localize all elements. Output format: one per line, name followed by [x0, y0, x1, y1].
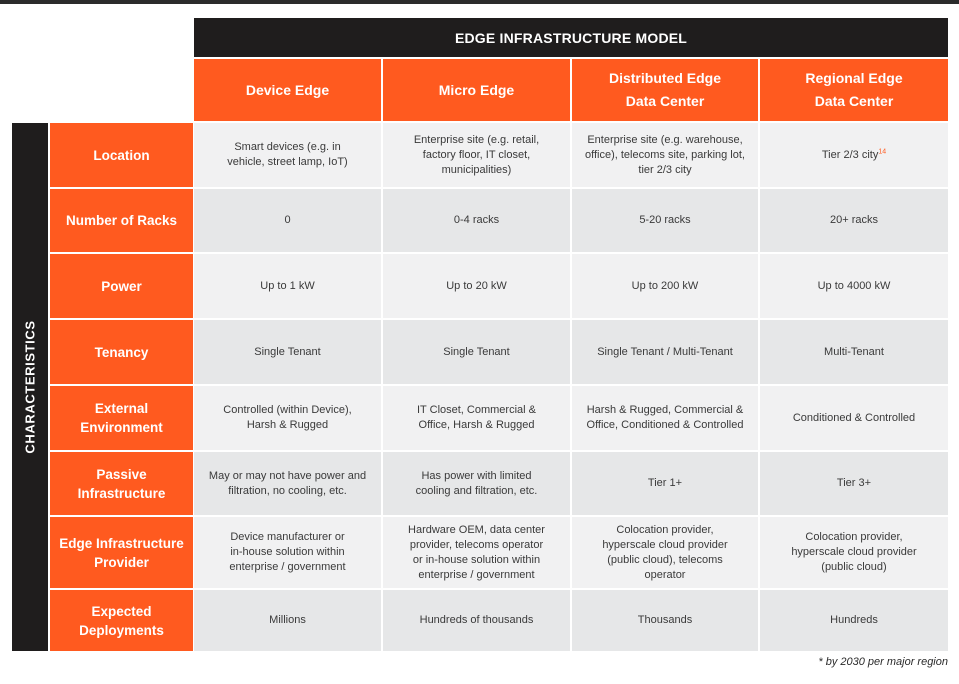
table-title: EDGE INFRASTRUCTURE MODEL	[194, 18, 948, 57]
table-cell	[760, 590, 948, 651]
cell-line: Up to 4000 kW	[817, 279, 891, 292]
column-header-regional-edge	[760, 59, 948, 121]
table-cell	[383, 254, 570, 318]
cell-line: office), telecoms site, parking lot,	[585, 148, 745, 161]
row-header-number-of-racks	[50, 189, 193, 252]
cell-line: Colocation provider,	[805, 531, 903, 543]
column-header-line2: Data Center	[814, 93, 894, 109]
column-header-line2: Data Center	[625, 93, 705, 109]
characteristics-text: CHARACTERISTICS	[22, 320, 38, 454]
cell-line: hyperscale cloud provider	[791, 546, 917, 558]
cell-line: in-house solution within	[230, 546, 345, 558]
column-header-device-edge	[194, 59, 381, 121]
table-cell	[760, 123, 948, 187]
cell-line: Thousands	[637, 614, 693, 626]
table-cell	[572, 320, 758, 384]
cell-line: enterprise / government	[418, 568, 535, 581]
cell-line: 0-4 racks	[453, 214, 500, 226]
cell-line: vehicle, street lamp, IoT)	[227, 156, 348, 168]
cell-line: Up to 200 kW	[631, 279, 699, 292]
cell-line: Enterprise site (e.g. warehouse,	[587, 133, 743, 146]
table-cell	[572, 254, 758, 318]
table-cell	[383, 590, 570, 651]
table-cell	[760, 517, 948, 588]
table-cell	[760, 386, 948, 450]
column-header-line1: Distributed Edge	[608, 70, 721, 86]
cell-line: enterprise / government	[229, 561, 346, 573]
cell-line: factory floor, IT closet,	[422, 148, 531, 161]
row-header-power	[50, 254, 193, 318]
table-cell	[383, 386, 570, 450]
cell-line: Tier 3+	[836, 477, 872, 489]
cell-line: provider, telecoms operator	[409, 538, 544, 551]
table-cell	[760, 189, 948, 252]
cell-line: Millions	[269, 614, 306, 626]
row-header-edge-infrastructure-provider	[50, 517, 193, 588]
cell-line: 20+ racks	[830, 214, 878, 226]
row-header-line1: Expected	[91, 603, 152, 619]
column-header-line1: Regional Edge	[805, 70, 903, 86]
row-header-line1: Power	[101, 278, 142, 294]
table-cell	[194, 123, 381, 187]
cell-line: IT Closet, Commercial &	[417, 404, 536, 416]
cell-line: Multi-Tenant	[824, 345, 884, 358]
table-cell	[572, 517, 758, 588]
cell-line: Hundreds of thousands	[419, 614, 534, 626]
table-cell	[572, 590, 758, 651]
cell-line: Single Tenant	[254, 345, 321, 358]
row-header-line1: Edge Infrastructure	[59, 535, 184, 551]
cell-line: (public cloud)	[821, 561, 887, 573]
cell-line: Harsh & Rugged	[246, 419, 329, 431]
footnote: * by 2030 per major region	[818, 656, 948, 668]
cell-line: Office, Harsh & Rugged	[418, 419, 535, 431]
table-cell	[383, 123, 570, 187]
row-header-line1: Location	[93, 147, 150, 163]
cell-line: operator	[644, 568, 686, 581]
cell-line: Colocation provider,	[616, 523, 714, 536]
table-cell	[760, 254, 948, 318]
column-header-distributed-edge	[572, 59, 758, 121]
cell-line	[822, 148, 886, 163]
cell-line: 0	[284, 214, 291, 226]
row-header-tenancy	[50, 320, 193, 384]
table-cell	[194, 517, 381, 588]
table-cell	[194, 189, 381, 252]
cell-line: tier 2/3 city	[638, 163, 692, 176]
table-cell	[572, 452, 758, 515]
cell-line: Hardware OEM, data center	[408, 523, 545, 536]
table-cell	[383, 189, 570, 252]
cell-line: Up to 1 kW	[260, 279, 315, 292]
table-cell	[572, 386, 758, 450]
cell-line: 5-20 racks	[639, 214, 691, 226]
table-cell	[572, 123, 758, 187]
row-header-line2: Environment	[80, 420, 163, 435]
table-cell	[383, 320, 570, 384]
cell-line: municipalities)	[441, 163, 512, 176]
row-header-external-environment	[50, 386, 193, 450]
cell-line: Single Tenant / Multi-Tenant	[597, 345, 733, 358]
row-header-location	[50, 123, 193, 187]
row-header-passive-infrastructure	[50, 452, 193, 515]
cell-line: filtration, no cooling, etc.	[228, 484, 347, 497]
cell-text: Tier 2/3 city	[821, 148, 879, 161]
table-cell	[194, 386, 381, 450]
cell-line: Controlled (within Device),	[223, 404, 352, 416]
table-cell	[194, 452, 381, 515]
cell-line: Office, Conditioned & Controlled	[586, 419, 744, 431]
row-header-line1: Tenancy	[94, 344, 149, 360]
cell-line: Has power with limited	[421, 469, 532, 482]
cell-line: Smart devices (e.g. in	[234, 141, 341, 153]
column-header-line1: Device Edge	[245, 81, 330, 98]
row-header-line2: Deployments	[79, 622, 164, 638]
cell-line: Up to 20 kW	[446, 279, 507, 292]
cell-line: Single Tenant	[443, 345, 510, 358]
row-header-line1: Number of Racks	[65, 213, 178, 228]
table-cell	[194, 320, 381, 384]
cell-line: Enterprise site (e.g. retail,	[413, 133, 540, 146]
cell-line: Hundreds	[830, 614, 878, 626]
table-cell	[760, 452, 948, 515]
footnote-ref: 14	[878, 147, 887, 155]
table-cell	[194, 590, 381, 651]
table-cell	[194, 254, 381, 318]
row-header-expected-deployments	[50, 590, 193, 651]
row-header-line2: Provider	[94, 554, 149, 570]
table-cell	[383, 452, 570, 515]
table-cell	[572, 189, 758, 252]
cell-line: Device manufacturer or	[230, 531, 345, 543]
cell-line: Conditioned & Controlled	[792, 411, 916, 424]
table-cell	[383, 517, 570, 588]
table-cell	[760, 320, 948, 384]
column-header-micro-edge	[383, 59, 570, 121]
cell-line: cooling and filtration, etc.	[415, 484, 538, 497]
cell-line: Tier 1+	[647, 477, 683, 489]
cell-line: Harsh & Rugged, Commercial &	[586, 404, 744, 416]
cell-line: hyperscale cloud provider	[602, 538, 728, 551]
cell-line: (public cloud), telecoms	[607, 553, 723, 566]
column-header-line1: Micro Edge	[438, 81, 515, 98]
row-header-line1: Passive	[96, 466, 147, 482]
cell-line: May or may not have power and	[208, 469, 367, 482]
row-header-line1: External	[94, 401, 149, 416]
top-rule	[0, 0, 959, 4]
cell-line: or in-house solution within	[412, 553, 541, 566]
characteristics-label	[12, 123, 48, 651]
row-header-line2: Infrastructure	[77, 485, 166, 501]
